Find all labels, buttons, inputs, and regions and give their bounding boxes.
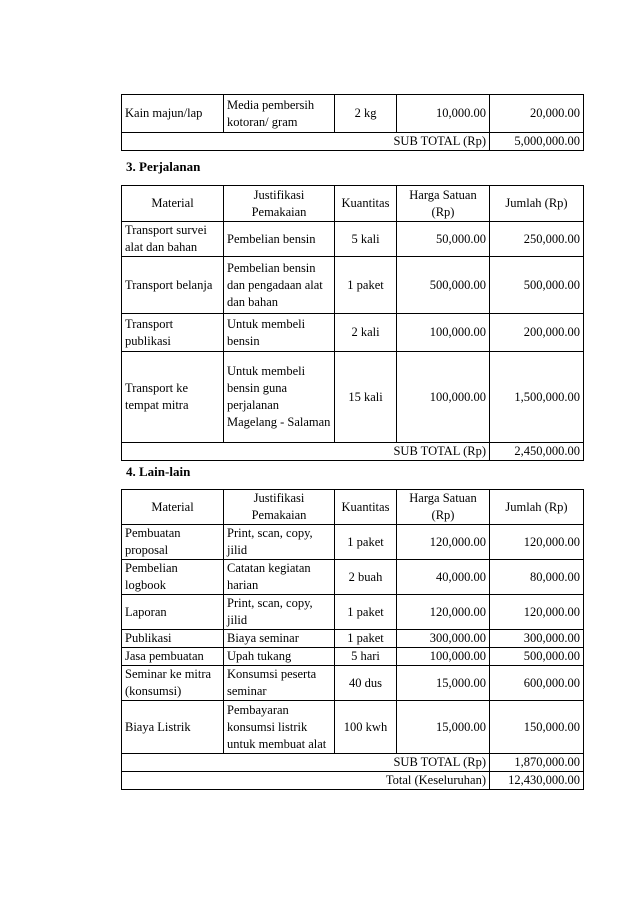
justifikasi-cell: Media pembersih kotoran/ gram [224,95,335,133]
subtotal-label: SUB TOTAL (Rp) [122,443,490,461]
jumlah-cell: 120,000.00 [490,595,584,630]
kuantitas-cell: 1 paket [335,595,397,630]
harga-cell: 300,000.00 [397,630,490,648]
harga-cell: 100,000.00 [397,648,490,666]
subtotal-value: 2,450,000.00 [490,443,584,461]
justifikasi-cell: Pembelian bensin [224,222,335,257]
total-label: Total (Keseluruhan) [122,772,490,790]
harga-cell: 50,000.00 [397,222,490,257]
kuantitas-cell: 1 paket [335,630,397,648]
subtotal-value: 1,870,000.00 [490,754,584,772]
harga-cell: 100,000.00 [397,352,490,443]
kuantitas-cell: 5 kali [335,222,397,257]
material-cell: Kain majun/lap [122,95,224,133]
harga-cell: 100,000.00 [397,314,490,352]
jumlah-cell: 200,000.00 [490,314,584,352]
jumlah-cell: 500,000.00 [490,257,584,314]
kuantitas-cell: 100 kwh [335,701,397,754]
total-value: 12,430,000.00 [490,772,584,790]
table-row [122,525,584,560]
header-harga: Harga Satuan (Rp) [397,490,490,525]
jumlah-cell: 250,000.00 [490,222,584,257]
table-row [122,222,584,257]
table-row [122,95,584,133]
material-cell: Pembuatan proposal [122,525,224,560]
table-row [122,595,584,630]
subtotal-row [122,754,584,772]
header-row [122,490,584,525]
subtotal-row [122,133,584,151]
jumlah-cell: 150,000.00 [490,701,584,754]
justifikasi-cell: Print, scan, copy, jilid [224,595,335,630]
harga-cell: 40,000.00 [397,560,490,595]
harga-cell: 120,000.00 [397,595,490,630]
table-row [122,630,584,648]
justifikasi-cell: Konsumsi peserta seminar [224,666,335,701]
header-kuantitas: Kuantitas [335,186,397,222]
material-cell: Pembelian logbook [122,560,224,595]
material-cell: Seminar ke mitra (konsumsi) [122,666,224,701]
material-cell: Transport survei alat dan bahan [122,222,224,257]
section-title-perjalanan: 3. Perjalanan [126,159,201,174]
kuantitas-cell: 40 dus [335,666,397,701]
kuantitas-cell: 2 kali [335,314,397,352]
justifikasi-cell: Biaya seminar [224,630,335,648]
header-row [122,186,584,222]
justifikasi-cell: Catatan kegiatan harian [224,560,335,595]
material-cell: Publikasi [122,630,224,648]
justifikasi-cell: Upah tukang [224,648,335,666]
material-cell: Jasa pembuatan [122,648,224,666]
kuantitas-cell: 2 buah [335,560,397,595]
justifikasi-cell: Untuk membeli bensin guna perjalanan Magelang - Salaman [224,352,335,443]
material-cell: Laporan [122,595,224,630]
perjalanan-table [121,185,584,461]
kuantitas-cell: 2 kg [335,95,397,133]
harga-cell: 10,000.00 [397,95,490,133]
header-justifikasi: Justifikasi Pemakaian [224,186,335,222]
subtotal-label: SUB TOTAL (Rp) [122,133,490,151]
header-material: Material [122,186,224,222]
kuantitas-cell: 1 paket [335,525,397,560]
justifikasi-cell: Untuk membeli bensin [224,314,335,352]
jumlah-cell: 500,000.00 [490,648,584,666]
header-material: Material [122,490,224,525]
justifikasi-cell: Pembayaran konsumsi listrik untuk membuat alat [224,701,335,754]
jumlah-cell: 80,000.00 [490,560,584,595]
harga-cell: 120,000.00 [397,525,490,560]
kuantitas-cell: 1 paket [335,257,397,314]
kuantitas-cell: 15 kali [335,352,397,443]
material-cell: Transport belanja [122,257,224,314]
material-cell: Transport publikasi [122,314,224,352]
table-row [122,560,584,595]
table-row [122,701,584,754]
jumlah-cell: 1,500,000.00 [490,352,584,443]
table-row [122,352,584,443]
harga-cell: 15,000.00 [397,701,490,754]
header-jumlah: Jumlah (Rp) [490,186,584,222]
harga-cell: 500,000.00 [397,257,490,314]
header-justifikasi: Justifikasi Pemakaian [224,490,335,525]
total-row [122,772,584,790]
subtotal-label: SUB TOTAL (Rp) [122,754,490,772]
subtotal-row [122,443,584,461]
table-row [122,314,584,352]
subtotal-value: 5,000,000.00 [490,133,584,151]
header-harga: Harga Satuan (Rp) [397,186,490,222]
section-title-lain-lain: 4. Lain-lain [126,464,191,479]
justifikasi-cell: Print, scan, copy, jilid [224,525,335,560]
jumlah-cell: 600,000.00 [490,666,584,701]
jumlah-cell: 20,000.00 [490,95,584,133]
material-cell: Transport ke tempat mitra [122,352,224,443]
jumlah-cell: 300,000.00 [490,630,584,648]
harga-cell: 15,000.00 [397,666,490,701]
kuantitas-cell: 5 hari [335,648,397,666]
justifikasi-cell: Pembelian bensin dan pengadaan alat dan bahan [224,257,335,314]
header-kuantitas: Kuantitas [335,490,397,525]
material-cell: Biaya Listrik [122,701,224,754]
lain-lain-table [121,489,584,790]
header-jumlah: Jumlah (Rp) [490,490,584,525]
bahan-table-continuation [121,94,584,151]
jumlah-cell: 120,000.00 [490,525,584,560]
table-row [122,257,584,314]
table-row [122,648,584,666]
table-row [122,666,584,701]
